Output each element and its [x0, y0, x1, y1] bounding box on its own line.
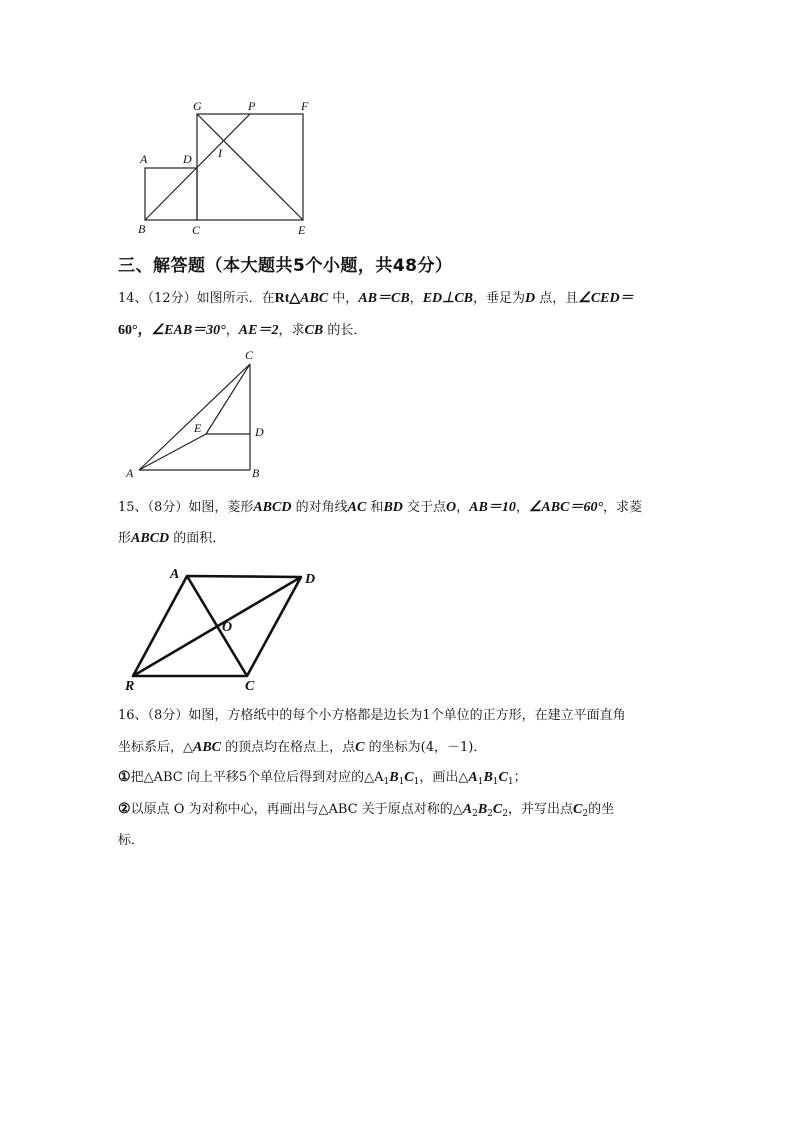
- label-c: C: [192, 223, 201, 237]
- q14-label-e: E: [194, 421, 202, 435]
- q14-text: 如图所示．在: [196, 291, 275, 306]
- q16-text3: 的顶点均在格点上，点: [221, 740, 356, 755]
- q15-text4: 交于点: [402, 500, 447, 515]
- q15-ac: AC: [347, 500, 367, 515]
- q14-text5: ，求: [278, 323, 305, 338]
- q14-ed-perp-cb: ED⊥CB: [422, 291, 474, 306]
- q16-line-last: [118, 833, 144, 849]
- q16-item2-text2: ，并写出点: [507, 802, 573, 817]
- label-g: G: [193, 99, 202, 113]
- q16-line2: [118, 740, 486, 756]
- q14-cb: CB: [304, 323, 324, 338]
- q16-text: 如图，方格纸中的每个小方格都是边长为1个单位的正方形，在建立平面直角: [188, 708, 626, 723]
- q14-abc: ABC: [300, 291, 329, 306]
- q16-item1-text2: ，画出△: [419, 770, 469, 785]
- q16-score: （8分）: [147, 708, 189, 723]
- label-i: I: [218, 146, 222, 160]
- q15-bd: BD: [383, 500, 403, 515]
- q16-item2: ②以原点 O 为对称中心，再画出与△ABC 关于原点对称的$\triangle A_2B_2C_2$，并写出点$C_2$的坐: [118, 802, 615, 819]
- q16-text4: 的坐标为(4，－1)．: [364, 740, 487, 755]
- label-p: P: [248, 99, 256, 113]
- q15-text7: ，求菱: [603, 500, 643, 515]
- q15-label-o: O: [222, 620, 233, 635]
- q15-text: 如图，菱形: [188, 500, 254, 515]
- q15-angle-abc: ∠ABC＝60°: [528, 500, 604, 515]
- label-f: F: [301, 99, 309, 113]
- q16-abc: ABC: [193, 740, 222, 755]
- q14-number: 14、: [118, 291, 148, 306]
- q15-abcd-2: ABCD: [131, 531, 170, 546]
- q14-ab-eq-cb: AB＝CB: [358, 291, 410, 306]
- q16-item1-mark: ①: [118, 770, 131, 785]
- q14-text3: ，垂足为: [473, 291, 526, 306]
- section-title: 三、解答题（本大题共5个小题，共48分）: [118, 256, 453, 276]
- q14-ae-eq-2: AE＝2: [238, 323, 279, 338]
- q15-score: （8分）: [147, 500, 189, 515]
- q15-abcd: ABCD: [253, 500, 292, 515]
- q15-label-d: D: [305, 572, 316, 587]
- q16-number: 16、: [118, 708, 148, 723]
- q14-label-a: A: [126, 466, 134, 480]
- q15-text8: 形: [118, 531, 132, 546]
- q16-c: C: [355, 740, 365, 755]
- q15-text6: ，: [515, 500, 529, 515]
- q15-label-c: C: [245, 679, 255, 694]
- q14-comma2: ，: [225, 323, 239, 338]
- label-e: E: [298, 223, 306, 237]
- q16-item2-text: 以原点 O 为对称中心，再画出与△ABC 关于原点对称的△: [130, 802, 463, 817]
- q14-text4: 点，且: [535, 291, 579, 306]
- q14-angle-ced: ∠CED＝: [578, 291, 634, 306]
- q16-item2-text3: 的坐: [588, 802, 615, 817]
- q16-item1: ①把△ABC 向上平移5个单位后得到对应的$\triangle A_1B_1C_1$，画出$\triangle A_1B_1C_1$；: [118, 770, 527, 787]
- q14-label-b: B: [252, 466, 260, 480]
- q14-rt: Rt△: [274, 291, 301, 306]
- q14-comma: ，: [409, 291, 423, 306]
- q16-item1-text: 把△ABC 向上平移5个单位后得到对应的△A: [130, 770, 384, 785]
- q15-text5: ，: [456, 500, 470, 515]
- q14-60: 60°，: [118, 323, 152, 338]
- q16-text-last: 标．: [118, 833, 145, 848]
- q15-number: 15、: [118, 500, 148, 515]
- q15-ab-eq-10: AB＝10: [469, 500, 516, 515]
- q16-line1: [118, 708, 626, 724]
- q16-text2: 坐标系后，△: [118, 740, 193, 755]
- label-a: A: [140, 152, 148, 166]
- q14-text6: 的长．: [323, 323, 367, 338]
- q14-text2: 中，: [328, 291, 359, 306]
- label-b: B: [138, 222, 146, 236]
- label-d: D: [183, 152, 192, 166]
- q15-label-r: R: [125, 679, 135, 694]
- q15-text3: 和: [366, 500, 384, 515]
- q15-label-a: A: [170, 567, 180, 582]
- q14-angle-eab: ∠EAB＝30°: [151, 323, 226, 338]
- q14-label-d: D: [255, 425, 264, 439]
- q16-item2-mark: ②: [118, 802, 131, 817]
- q14-score: （12分）: [147, 291, 197, 306]
- q15-text9: 的面积．: [169, 531, 226, 546]
- q16-item1-text3: ；: [513, 770, 527, 785]
- q14-d: D: [525, 291, 536, 306]
- q14-label-c: C: [245, 348, 254, 362]
- q15-text2: 的对角线: [291, 500, 348, 515]
- q15-o: O: [446, 500, 457, 515]
